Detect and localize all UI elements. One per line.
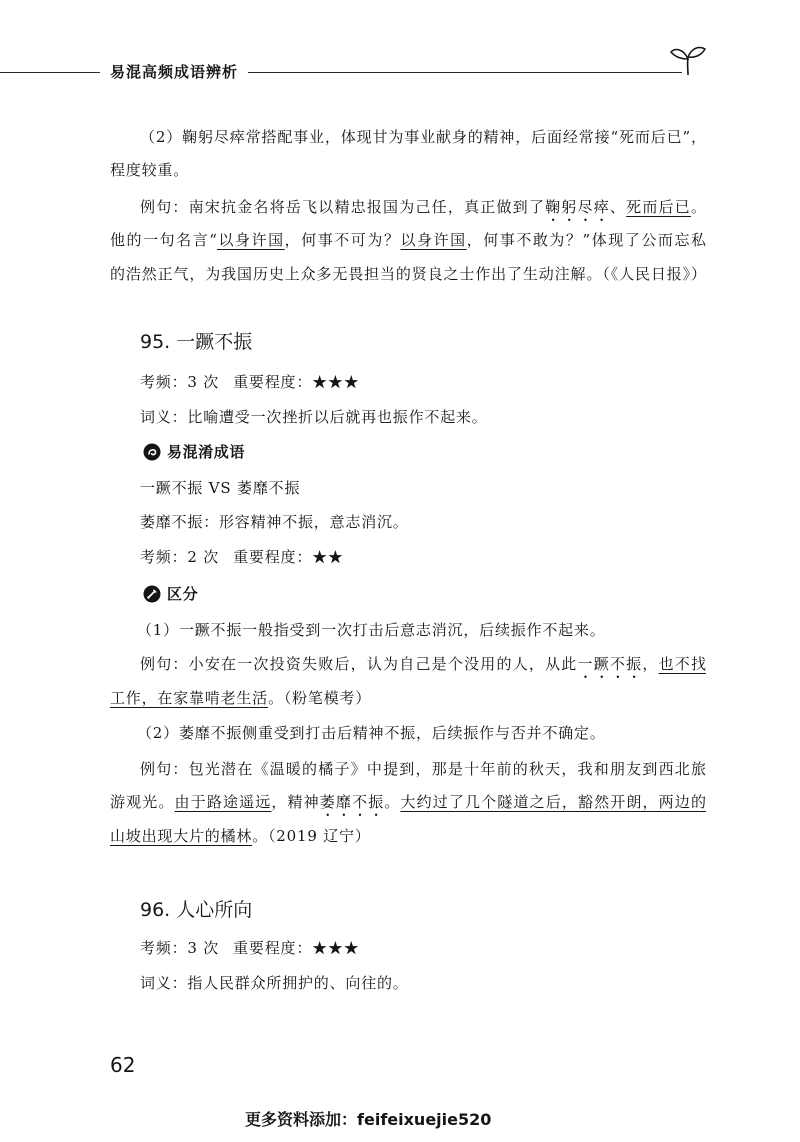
example-text: ，何事不敢为？”体现了公而忘私: [466, 231, 706, 249]
confusable-frequency: 考频：2 次: [140, 548, 220, 566]
example-text: 例句：南宋抗金名将岳飞以精忠报国为己任，真正做到了: [140, 198, 546, 216]
entry95-frequency: 考频：3 次: [140, 373, 220, 391]
underlined-phrase: 死而后已: [626, 198, 691, 216]
distinguish-example2-line1: 例句：包光潜在《温暖的橘子》中提到，那是十年前的秋天，我和朋友到西北旅: [140, 760, 706, 778]
confusable-icon: [143, 443, 161, 461]
distinguish-point1: （1）一蹶不振一般指受到一次打击后意志消沉，后续振作不起来。: [137, 621, 606, 639]
example-source: 。（粉笔模考）: [268, 689, 372, 707]
confusable-importance: 重要程度：★★: [233, 548, 344, 566]
sprout-icon: [668, 42, 708, 76]
entry95-meaning: 词义：比喻遭受一次挫折以后就再也振作不起来。: [140, 408, 488, 426]
entry95-meta: [140, 372, 360, 392]
distinguish-example1-line2: [110, 688, 371, 708]
idiom-emphasis: 萎靡不振: [319, 793, 385, 811]
prev-example-line2: [110, 230, 706, 250]
prev-example-line1: [140, 197, 706, 225]
distinguish-example2-line2: [110, 792, 706, 820]
example-text: 、: [609, 198, 627, 216]
entry95-importance: 重要程度：★★★: [233, 373, 360, 391]
footer-handle: feifeixuejie520: [357, 1110, 492, 1129]
idiom-emphasis: 一蹶不振: [577, 655, 643, 673]
distinguish-heading: [143, 584, 198, 604]
idiom-emphasis: 鞠躬尽瘁: [545, 198, 610, 216]
entry96-meta: [140, 938, 360, 958]
prev-point2-line1: （2）鞠躬尽瘁常搭配事业，体现甘为事业献身的精神，后面经常接“死而后已”，: [140, 128, 706, 146]
footer-label: 更多资料添加：: [245, 1110, 358, 1129]
distinguish-point2: （2）萎靡不振侧重受到打击后精神不振，后续振作与否并不确定。: [137, 724, 606, 742]
underlined-phrase: 以身许国: [400, 231, 467, 249]
confusable-meta: [140, 547, 344, 567]
underlined-phrase: 大约过了几个隧道之后，豁然开朗，两边的: [400, 793, 706, 811]
header-rule-left: [0, 72, 100, 73]
entry96-importance: 重要程度：★★★: [233, 939, 360, 957]
entry96-meaning: 词义：指人民群众所拥护的、向往的。: [140, 974, 409, 992]
confusable-pair: 一蹶不振 VS 萎靡不振: [140, 479, 301, 497]
distinguish-example2-line3: [110, 826, 371, 846]
distinguish-icon: [143, 585, 161, 603]
example-text: 。: [690, 198, 706, 216]
confusable-definition: 萎靡不振：形容精神不振，意志消沉。: [140, 513, 409, 531]
header-rule-right: [248, 72, 682, 73]
example-text: 例句：小安在一次投资失败后，认为自己是个没用的人，从此: [140, 655, 578, 673]
prev-example-line3: 的浩然正气，为我国历史上众多无畏担当的贤良之士作出了生动注解。（《人民日报》）: [110, 265, 706, 283]
distinguish-example1-line1: [140, 654, 706, 682]
example-source: 。（2019 辽宁）: [252, 827, 371, 845]
underlined-phrase: 以身许国: [216, 231, 285, 249]
underlined-phrase: 工作，在家靠啃老生活: [110, 689, 269, 707]
prev-point2-line2: 程度较重。: [110, 161, 190, 179]
entry96-frequency: 考频：3 次: [140, 939, 220, 957]
confusable-heading: [143, 442, 245, 462]
running-header-title: 易混高频成语辨析: [110, 63, 239, 81]
entry95-title: 95. 一蹶不振: [140, 331, 253, 353]
example-text: 他的一句名言“: [110, 231, 217, 249]
underlined-phrase: 由于路途遥远: [174, 793, 272, 811]
footer-note: [245, 1109, 491, 1131]
example-text: 游观光。: [110, 793, 175, 811]
underlined-phrase: 山坡出现大片的橘林: [110, 827, 253, 845]
distinguish-label: 区分: [167, 585, 199, 603]
example-text: 。: [384, 793, 401, 811]
underlined-phrase: 也不找: [658, 655, 706, 673]
example-text: ，: [642, 655, 659, 673]
confusable-label: 易混淆成语: [167, 443, 246, 461]
entry96-title: 96. 人心所向: [140, 899, 253, 921]
page-number: 62: [110, 1053, 136, 1077]
example-text: ，精神: [271, 793, 320, 811]
example-text: ，何事不可为？: [284, 231, 401, 249]
